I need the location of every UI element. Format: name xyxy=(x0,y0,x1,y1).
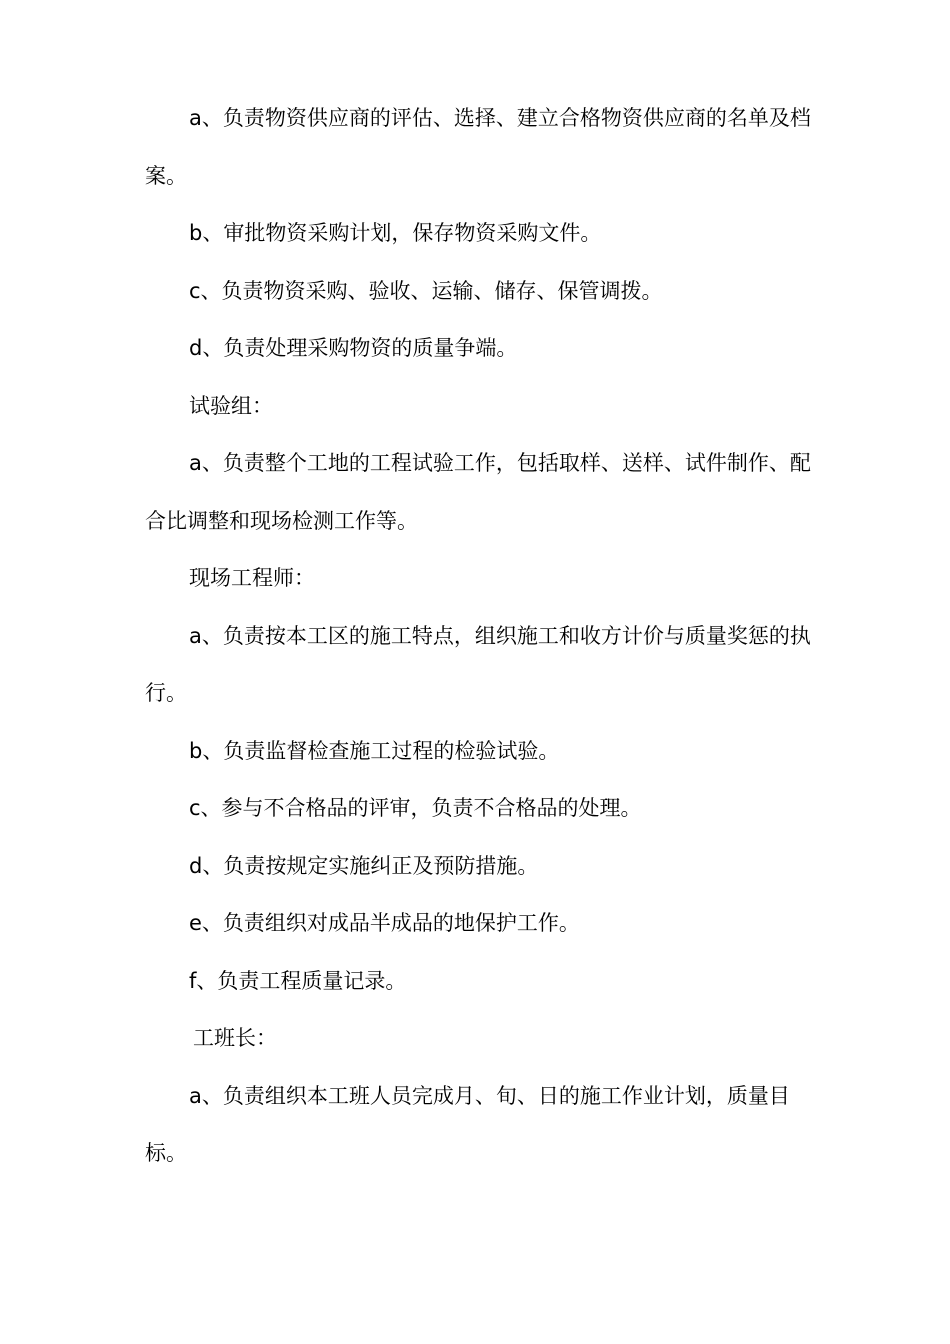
paragraph-work-plan: a、负责组织本工班人员完成月、旬、日的施工作业计划，质量目标。 xyxy=(145,1083,790,1165)
paragraph-supplier-evaluation: a、负责物资供应商的评估、选择、建立合格物资供应商的名单及档案。 xyxy=(145,106,811,188)
paragraph-corrective-actions: d、负责按规定实施纠正及预防措施。 xyxy=(189,853,539,878)
paragraph-quality-disputes: d、负责处理采购物资的质量争端。 xyxy=(189,336,518,360)
paragraph-product-protection: e、负责组织对成品半成品的地保护工作。 xyxy=(189,911,580,935)
section-heading-team-leader: 工班长： xyxy=(193,1026,277,1050)
section-heading-test-team: 试验组： xyxy=(189,393,273,418)
section-heading-site-engineer: 现场工程师： xyxy=(189,566,315,590)
paragraph-inspection-testing: b、负责监督检查施工过程的检验试验。 xyxy=(189,738,560,763)
paragraph-construction-organization: a、负责按本工区的施工特点，组织施工和收方计价与质量奖惩的执行。 xyxy=(145,623,811,705)
paragraph-purchase-acceptance: c、负责物资采购、验收、运输、储存、保管调拨。 xyxy=(189,278,663,303)
paragraph-test-work: a、负责整个工地的工程试验工作，包括取样、送样、试件制作、配合比调整和现场检测工作等。 xyxy=(145,451,811,533)
paragraph-nonconforming-review: c、参与不合格品的评审，负责不合格品的处理。 xyxy=(189,796,642,820)
paragraph-quality-records: f、负责工程质量记录。 xyxy=(189,968,407,993)
paragraph-purchase-plan: b、审批物资采购计划，保存物资采购文件。 xyxy=(189,221,602,245)
document-body xyxy=(145,90,817,1183)
